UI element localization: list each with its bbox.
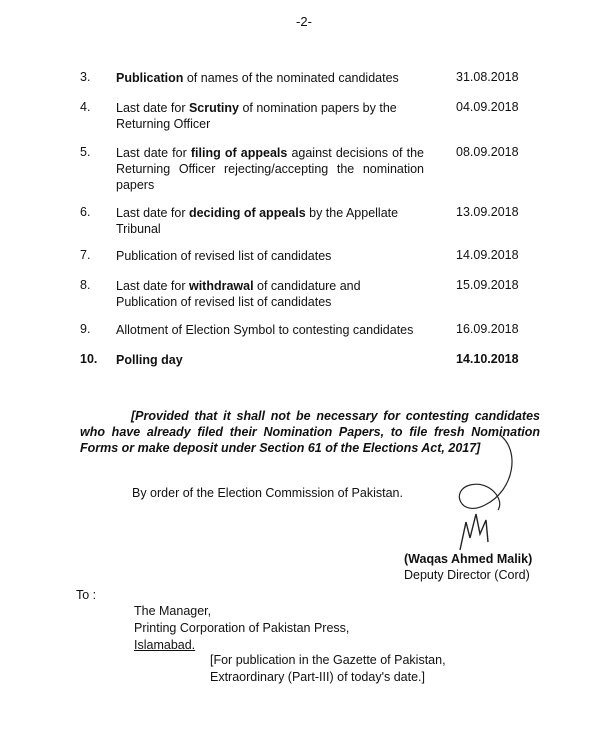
signatory-name: (Waqas Ahmed Malik) (404, 552, 533, 566)
schedule-item-date: 14.10.2018 (456, 352, 519, 366)
order-line: By order of the Election Commission of Pakistan. (132, 486, 403, 500)
plain-text: Publication of revised list of candidates (116, 249, 332, 263)
page-number: -2- (296, 14, 312, 29)
schedule-item-description (116, 145, 424, 193)
address-line-3: Islamabad. (134, 638, 196, 652)
address-line-2: Printing Corporation of Pakistan Press, (134, 621, 350, 635)
schedule-item-number: 4. (80, 100, 91, 114)
to-label: To : (76, 588, 97, 602)
emphasis-text: Polling day (116, 353, 183, 367)
signatory-designation: Deputy Director (Cord) (404, 568, 530, 582)
schedule-item-description (116, 205, 424, 237)
schedule-item-description (116, 100, 424, 132)
schedule-item-date: 16.09.2018 (456, 322, 519, 336)
schedule-item-number: 7. (80, 248, 91, 262)
plain-text: by the Appellate Tribunal (116, 206, 399, 236)
schedule-item-number: 6. (80, 205, 91, 219)
schedule-item-date: 04.09.2018 (456, 100, 519, 114)
schedule-item-date: 13.09.2018 (456, 205, 519, 219)
emphasis-text: deciding of appeals (188, 206, 306, 220)
schedule-item-number: 3. (80, 70, 91, 84)
handwritten-signature (430, 430, 550, 560)
schedule-item-description (116, 248, 424, 264)
emphasis-text: withdrawal (188, 279, 254, 293)
schedule-item-date: 31.08.2018 (456, 70, 519, 84)
plain-text: Last date for (116, 146, 191, 160)
plain-text: of nomination papers by the Returning Officer (116, 101, 397, 131)
schedule-item-number: 5. (80, 145, 91, 159)
schedule-item-date: 14.09.2018 (456, 248, 519, 262)
publication-note-line-1: [For publication in the Gazette of Pakistan, (210, 653, 446, 667)
schedule-item-number: 9. (80, 322, 91, 336)
emphasis-text: filing of appeals (190, 146, 288, 160)
schedule-item-date: 08.09.2018 (456, 145, 519, 159)
plain-text: of candidature and Publication of revised list of candidates (116, 279, 361, 309)
schedule-item-description (116, 278, 424, 310)
publication-note-line-2: Extraordinary (Part-III) of today's date.] (210, 670, 425, 684)
proviso-text: [Provided that it shall not be necessary for contesting candidates who have already filed their Nomination Papers, to file fresh Nomination Forms or make deposit under Section 61 of the Elections Act, 2017] (80, 409, 540, 455)
schedule-item-description (116, 70, 424, 86)
schedule-item-date: 15.09.2018 (456, 278, 519, 292)
plain-text: Last date for (116, 101, 189, 115)
schedule-item-number: 10. (80, 352, 98, 366)
schedule-item-number: 8. (80, 278, 91, 292)
plain-text: Last date for (116, 279, 189, 293)
plain-text: Allotment of Election Symbol to contesting candidates (116, 323, 414, 337)
emphasis-text: Publication (116, 71, 184, 85)
plain-text: against decisions of the Returning Officer rejecting/accepting the nomination papers (116, 146, 424, 192)
schedule-item-description (116, 352, 424, 368)
schedule-item-description (116, 322, 424, 338)
plain-text: of names of the nominated candidates (183, 71, 399, 85)
plain-text: Last date for (116, 206, 189, 220)
address-line-1: The Manager, (134, 604, 212, 618)
emphasis-text: Scrutiny (188, 101, 239, 115)
